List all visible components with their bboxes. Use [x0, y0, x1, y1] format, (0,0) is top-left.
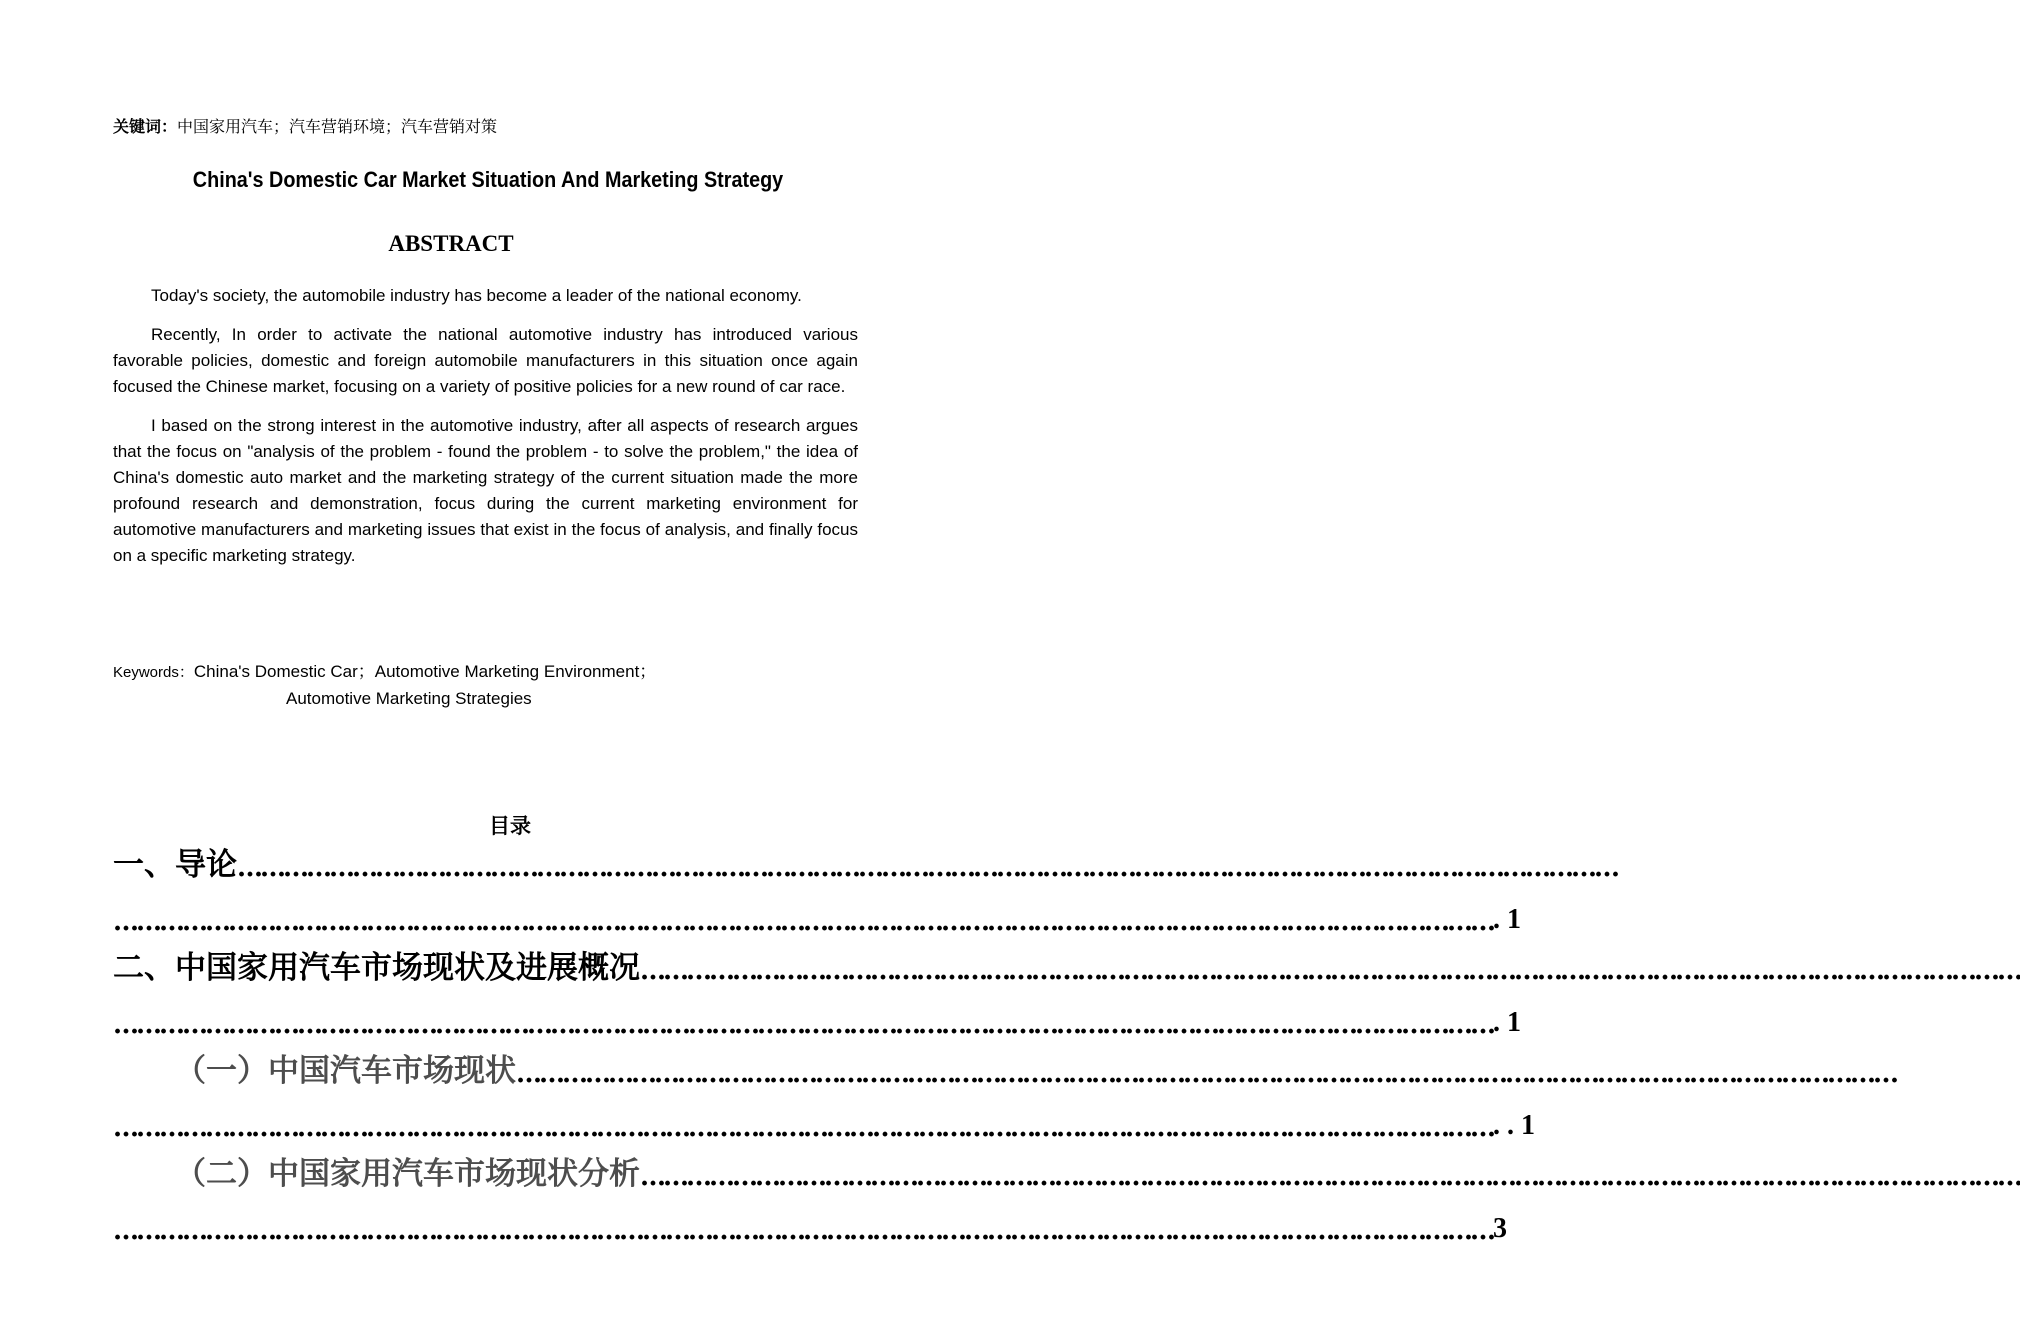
toc-entry-market-overview[interactable]	[113, 945, 2020, 1045]
toc-leader-dots: ………………………………………………………………………………………………………………………………………………………………	[113, 1113, 1493, 1143]
abstract-heading: ABSTRACT	[388, 231, 514, 256]
toc-page-number: . 1	[1493, 1007, 1521, 1038]
toc-page-number: 3	[1493, 1213, 1507, 1244]
toc-entry-introduction[interactable]	[113, 842, 1617, 942]
toc-leader-dots: ………………………………………………………………………………………………………………………………………………………………	[640, 956, 2020, 986]
toc-page-number: . 1	[1493, 904, 1521, 935]
abstract-paragraph: Recently, In order to activate the national automotive industry has introduced various favorable policies, domestic and foreign automobile manufacturers in this situation once again focused the Chinese market, focusing on a variety of positive policies for a new round of car race.	[113, 325, 858, 396]
english-keywords-line1: China's Domestic Car；Automotive Marketing Environment；	[193, 662, 657, 681]
toc-entry-text: 二、中国家用汽车市场现状及进展概况	[113, 950, 640, 985]
toc-page-number: . . 1	[1493, 1110, 1535, 1141]
english-keywords	[113, 659, 656, 712]
toc-entry-text: （二）中国家用汽车市场现状分析	[175, 1156, 640, 1191]
chinese-keywords-label: 关键词：	[113, 119, 178, 136]
abstract-body	[113, 283, 858, 582]
toc-leader-dots: ………………………………………………………………………………………………………………………………………………………………	[113, 1216, 1493, 1246]
english-keywords-label: Keywords：	[113, 664, 194, 681]
abstract-paragraph: I based on the strong interest in the automotive industry, after all aspects of research argues that the focus on "analysis of the problem - found the problem - to solve the problem," the idea of China's domestic auto market and the marketing strategy of the current situation made the more profound research and demonstration, focus during the current marketing environment for automotive manufacturers and marketing issues that exist in the focus of analysis, and finally focus on a specific marketing strategy.	[113, 416, 858, 565]
toc-leader-dots: ………………………………………………………………………………………………………………………………………………………………	[113, 1010, 1493, 1040]
toc-entry-text: 一、导论	[113, 847, 237, 882]
chinese-keywords-text: 中国家用汽车；汽车营销环境；汽车营销对策	[177, 119, 498, 136]
toc-leader-dots: ………………………………………………………………………………………………………………………………………………………………	[640, 1162, 2020, 1192]
abstract-paragraph: Today's society, the automobile industry has become a leader of the national economy.	[151, 286, 802, 305]
toc-leader-dots: ………………………………………………………………………………………………………………………………………………………………	[113, 907, 1493, 937]
toc-entry-text: （一）中国汽车市场现状	[175, 1053, 516, 1088]
toc-title: 目录	[489, 815, 531, 838]
toc-leader-dots: ………………………………………………………………………………………………………………………………………………………………	[237, 853, 1617, 883]
english-keywords-line2: Automotive Marketing Strategies	[286, 689, 532, 708]
english-title: China's Domestic Car Market Situation And Marketing Strategy	[192, 167, 784, 192]
toc-leader-dots: ………………………………………………………………………………………………………………………………………………………………	[516, 1059, 1896, 1089]
toc-entry-market-status[interactable]	[113, 1048, 1896, 1148]
toc-entry-status-analysis[interactable]	[113, 1151, 2020, 1251]
chinese-keywords	[113, 117, 497, 139]
